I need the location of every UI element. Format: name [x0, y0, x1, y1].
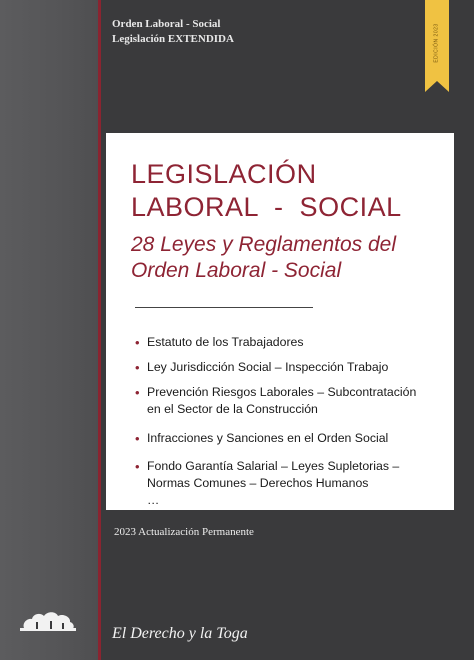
bullet-icon: • [135, 459, 140, 474]
divider [135, 307, 313, 308]
series-title: Orden Laboral - Social [112, 18, 221, 30]
book-title [131, 158, 441, 224]
edition-ribbon-label [425, 8, 449, 78]
list-item-text: Fondo Garantía Salarial – Leyes Supletorias – [147, 459, 400, 473]
ribbon-text: EDICIÓN 2023 [434, 23, 441, 63]
tree-logo-icon [20, 608, 76, 634]
list-item-text: … [147, 493, 160, 507]
series-subtitle: Legislación EXTENDIDA [112, 33, 234, 45]
list-item-text: Estatuto de los Trabajadores [147, 335, 304, 349]
publisher-name: El Derecho y la Toga [112, 625, 248, 642]
list-item-text: Infracciones y Sanciones en el Orden Social [147, 431, 389, 445]
subtitle-line-2: Orden Laboral - Social [131, 259, 342, 282]
list-item-text: Normas Comunes – Derechos Humanos [147, 476, 369, 490]
bullet-icon: • [135, 431, 140, 446]
update-note: 2023 Actualización Permanente [114, 526, 254, 538]
book-subtitle [131, 232, 451, 284]
list-item-text: Prevención Riesgos Laborales – Subcontratación [147, 385, 417, 399]
bullet-icon: • [135, 335, 140, 350]
bullet-icon: • [135, 360, 140, 375]
list-item-text: en el Sector de la Construcción [147, 402, 318, 416]
subtitle-line-1: 28 Leyes y Reglamentos del [131, 233, 396, 256]
title-line-1: LEGISLACIÓN [131, 159, 317, 189]
title-line-2: LABORAL - SOCIAL [131, 192, 402, 222]
list-item-text: Ley Jurisdicción Social – Inspección Trabajo [147, 360, 389, 374]
left-strip [0, 0, 100, 660]
bullet-icon: • [135, 385, 140, 400]
